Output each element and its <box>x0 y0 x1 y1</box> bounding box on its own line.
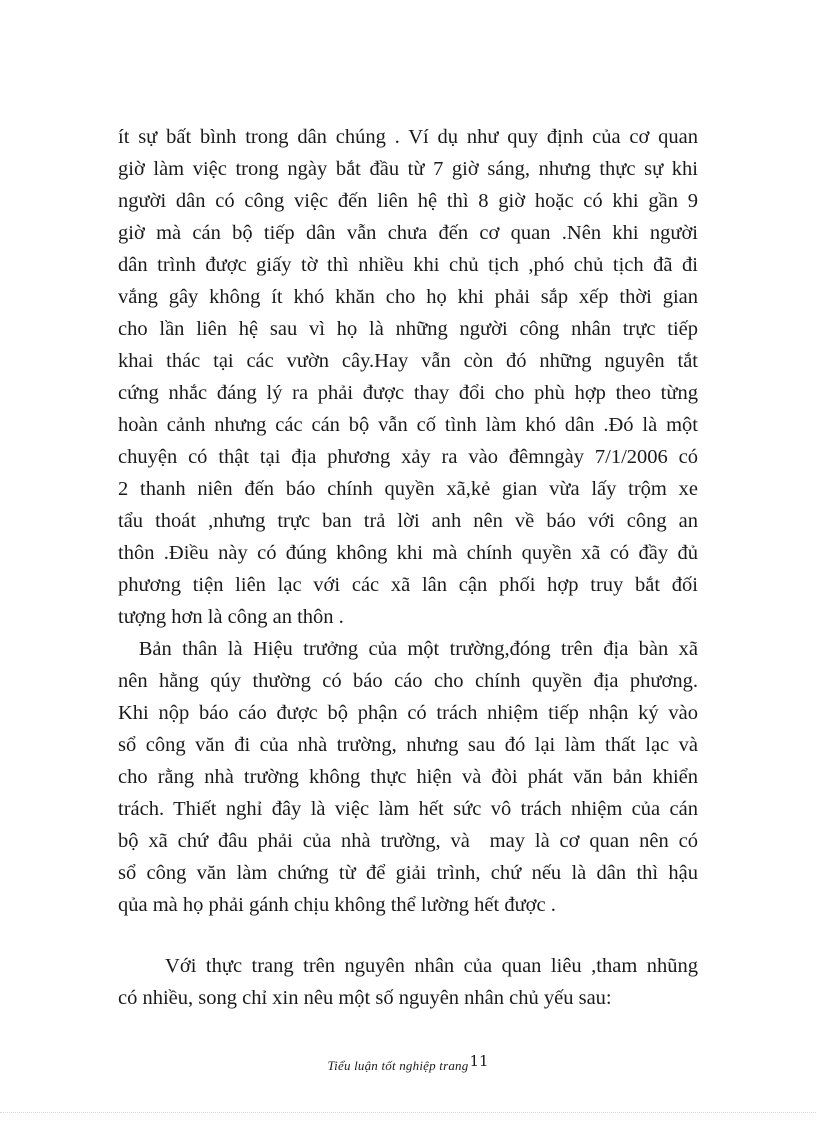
paragraph-2-line-2: nên hằng qúy thường có báo cáo cho chính quyền địa phương. <box>118 670 698 692</box>
paragraph-3-line-1: Với thực trang trên nguyên nhân của quan liêu ,tham nhũng <box>118 955 698 977</box>
paragraph-1-line-10: hoàn cảnh nhưng các cán bộ vẫn cố tình làm khó dân .Đó là một <box>118 414 698 436</box>
paragraph-1-line-3: người dân có công việc đến liên hệ thì 8 giờ hoặc có khi gần 9 <box>118 190 698 212</box>
paragraph-2-line-6: trách. Thiết nghỉ đây là việc làm hết sức vô trách nhiệm của cán <box>118 798 698 820</box>
page-bottom-rule <box>0 1112 816 1113</box>
paragraph-2-line-9: qủa mà họ phải gánh chịu không thể lường hết được . <box>118 894 556 916</box>
page-number: 11 <box>469 1052 489 1070</box>
paragraph-1-line-6: vắng gây không ít khó khăn cho họ khi phải sắp xếp thời gian <box>118 286 698 308</box>
paragraph-1-line-15: phương tiện liên lạc với các xã lân cận phối hợp truy bắt đối <box>118 574 698 596</box>
paragraph-2-line-3: Khi nộp báo cáo được bộ phận có trách nhiệm tiếp nhận ký vào <box>118 702 698 724</box>
paragraph-2-line-4: sổ công văn đi của nhà trường, nhưng sau đó lại làm thất lạc và <box>118 734 698 756</box>
paragraph-2-line-7: bộ xã chứ đâu phải của nhà trường, và may là cơ quan nên có <box>118 830 698 852</box>
paragraph-2-line-5: cho rằng nhà trường không thực hiện và đòi phát văn bản khiển <box>118 766 698 788</box>
paragraph-gap <box>118 921 698 950</box>
paragraph-1-line-5: dân trình được giấy tờ thì nhiều khi chủ tịch ,phó chủ tịch đã đi <box>118 254 698 276</box>
body-text <box>118 121 698 1014</box>
page-footer <box>0 1052 816 1074</box>
paragraph-3-line-2: có nhiều, song chỉ xin nêu một số nguyên nhân chủ yếu sau: <box>118 987 612 1009</box>
paragraph-1-line-9: cứng nhắc đáng lý ra phải được thay đổi cho phù hợp theo từng <box>118 382 698 404</box>
footer-title: Tiểu luận tốt nghiệp trang <box>327 1058 469 1073</box>
paragraph-1-line-4: giờ mà cán bộ tiếp dân vẫn chưa đến cơ quan .Nên khi người <box>118 222 698 244</box>
paragraph-1-line-8: khai thác tại các vườn cây.Hay vẫn còn đó những nguyên tắt <box>118 350 698 372</box>
paragraph-1-line-11: chuyện có thật tại địa phương xảy ra vào đêmngày 7/1/2006 có <box>118 446 698 468</box>
paragraph-1-line-7: cho lần liên hệ sau vì họ là những người công nhân trực tiếp <box>118 318 698 340</box>
paragraph-2-line-8: sổ công văn làm chứng từ để giải trình, chứ nếu là dân thì hậu <box>118 862 698 884</box>
paragraph-1-line-1: ít sự bất bình trong dân chúng . Ví dụ như quy định của cơ quan <box>118 126 698 148</box>
paragraph-1-line-13: tẩu thoát ,nhưng trực ban trả lời anh nên về báo với công an <box>118 510 698 532</box>
paragraph-1-line-12: 2 thanh niên đến báo chính quyền xã,kẻ gian vừa lấy trộm xe <box>118 478 698 500</box>
paragraph-1-line-14: thôn .Điều này có đúng không khi mà chính quyền xã có đầy đủ <box>118 542 698 564</box>
paragraph-1-line-2: giờ làm việc trong ngày bắt đầu từ 7 giờ sáng, nhưng thực sự khi <box>118 158 698 180</box>
paragraph-2-line-1: Bản thân là Hiệu trưởng của một trường,đóng trên địa bàn xã <box>118 638 698 660</box>
paragraph-1-line-16: tượng hơn là công an thôn . <box>118 606 344 628</box>
